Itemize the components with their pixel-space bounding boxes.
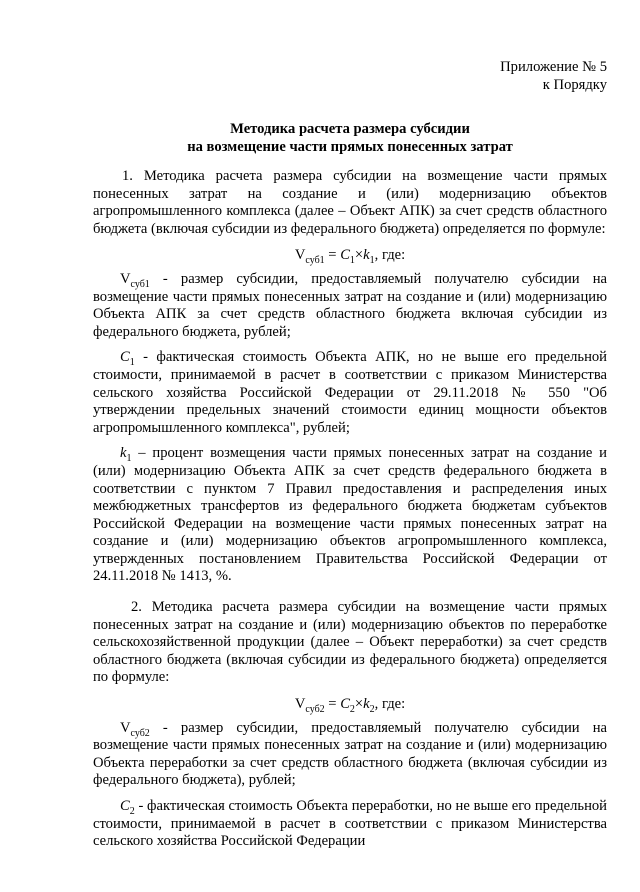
def-c1-symbol: C (120, 349, 130, 366)
formula-2-eq: = (324, 696, 341, 713)
formula-2 (93, 696, 607, 714)
section-1-def-c (93, 349, 607, 437)
def-c2-sub: 2 (129, 805, 135, 817)
formula-1-eq: = (324, 247, 341, 264)
appendix-line-2: к Порядку (542, 77, 607, 93)
def-c1-sub: 1 (129, 357, 135, 369)
formula-1-times: × (354, 247, 364, 264)
formula-2-lhs: V (294, 696, 306, 713)
def-c1-text: - фактическая стоимость Объекта АПК, но не выше его предельной стоимости, принимаемой в расчет в соответствии с приказом Министерства сельского хозяйства Российской Федерации от 29.11.2018 № 550 "Об утверждении предельных значений стоимости единиц мощности объектов агропромышленного комплекса", рублей; (93, 349, 607, 436)
appendix-header (93, 58, 607, 94)
def-c2-text: - фактическая стоимость Объекта переработки, но не выше его предельной стоимости, принимаемой в расчет в соответствии с приказом Министерства сельского хозяйства Российской Федерации (93, 798, 607, 850)
def-v1-text: - размер субсидии, предоставляемый получателю субсидии на возмещение части прямых понесенных затрат на создание и (или) модернизацию Объекта АПК за счет средств областного бюджета включая субсидии из федерального бюджета, рублей; (93, 270, 607, 340)
appendix-line-1: Приложение № 5 (500, 59, 607, 75)
formula-2-k: k (363, 696, 370, 713)
formula-1-lhs: V (294, 247, 306, 264)
formula-2-times: × (354, 696, 364, 713)
formula-1-c-sub: 1 (349, 255, 355, 267)
formula-2-c-sub: 2 (349, 703, 355, 715)
def-v1-sub: суб1 (130, 278, 150, 290)
def-v2-text: - размер субсидии, предоставляемый получателю субсидии на возмещение части прямых понесенных затрат на создание и (или) модернизацию Объекта переработки за счет средств областного бюджета (включая субсидии из федерального бюджета), рублей; (93, 719, 607, 789)
formula-2-lhs-sub: суб2 (305, 703, 325, 715)
section-1-intro: 1. Методика расчета размера субсидии на возмещение части прямых понесенных затрат на создание и (или) модернизацию объектов агропромышленного комплекса (далее – Объект АПК) за счет средств областного бюджета (включая субсидии из федерального бюджета) определяется по формуле: (93, 168, 607, 237)
def-k1-text: – процент возмещения части прямых понесенных затрат на создание и (или) модернизацию Объекта АПК за счет средств федерального бюджета в соответствии с пунктом 7 Правил предоставления и распределения иных межбюджетных трансфертов из федерального бюджета бюджетам субъектов Российской Федерации на возмещение части прямых понесенных затрат на создание и (или) модернизацию объектов агропромышленного комплекса, утвержденных постановлением Правительства Российской Федерации от 24.11.2018 № 1413, %. (93, 445, 607, 585)
formula-1-c: C (340, 247, 350, 264)
formula-1-k-sub: 1 (369, 255, 375, 267)
formula-1-k: k (363, 247, 370, 264)
formula-1-lhs-sub: суб1 (305, 255, 325, 267)
section-2-def-v (93, 720, 607, 790)
formula-2-c: C (340, 696, 350, 713)
section-1-def-v (93, 271, 607, 341)
formula-1 (93, 247, 607, 265)
def-v2-symbol: V (120, 719, 131, 736)
formula-1-tail: , где: (374, 247, 406, 264)
title-line-2: на возмещение части прямых понесенных затрат (187, 139, 513, 155)
def-v2-sub: суб2 (130, 727, 150, 739)
formula-2-tail: , где: (374, 696, 406, 713)
formula-2-k-sub: 2 (369, 703, 375, 715)
def-c2-symbol: C (120, 798, 130, 814)
def-k1-sub: 1 (126, 453, 132, 465)
title-line-1: Методика расчета размера субсидии (230, 121, 470, 137)
section-2-intro: 2. Методика расчета размера субсидии на возмещение части прямых понесенных затрат на создание и (или) модернизацию объектов по переработке сельскохозяйственной продукции (далее – Объект переработки) за счет средств областного бюджета (включая субсидии из федерального бюджета) определяется по формуле: (93, 599, 607, 686)
section-1-def-k (93, 445, 607, 586)
section-2-def-c (93, 798, 607, 851)
def-v1-symbol: V (120, 270, 131, 287)
document-title (93, 120, 607, 156)
def-k1-symbol: k (120, 445, 127, 462)
